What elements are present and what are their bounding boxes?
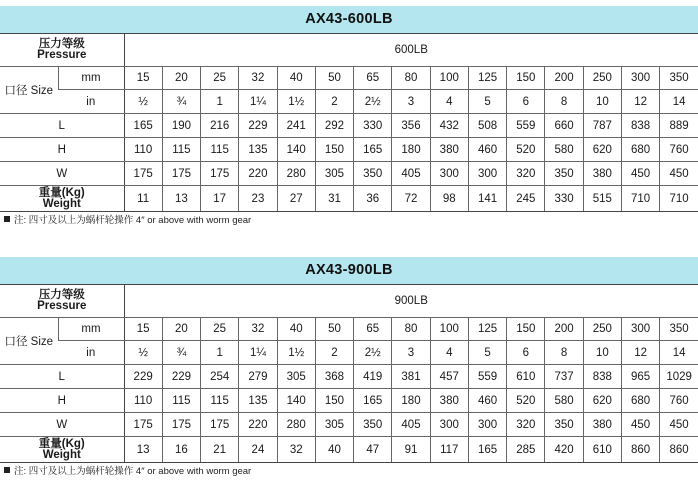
table-cell: 520 bbox=[507, 138, 545, 162]
mm-label: mm bbox=[58, 318, 124, 341]
table-cell: 200 bbox=[545, 67, 583, 90]
table-cell: 350 bbox=[545, 413, 583, 437]
table-cell: 710 bbox=[660, 186, 698, 212]
table-cell: 254 bbox=[201, 365, 239, 389]
table-cell: 305 bbox=[277, 365, 315, 389]
table-cell: 8 bbox=[545, 90, 583, 114]
table-cell: 14 bbox=[660, 90, 698, 114]
table-cell: 2½ bbox=[354, 90, 392, 114]
table-cell: 330 bbox=[354, 114, 392, 138]
table-cell: 3 bbox=[392, 90, 430, 114]
table-cell: 300 bbox=[468, 413, 506, 437]
table-cell: 141 bbox=[468, 186, 506, 212]
table-cell: 460 bbox=[468, 138, 506, 162]
table-cell: ¾ bbox=[162, 341, 200, 365]
table-cell: 610 bbox=[583, 437, 621, 463]
table-cell: 175 bbox=[201, 162, 239, 186]
table-cell: 380 bbox=[430, 389, 468, 413]
table-cell: 1029 bbox=[660, 365, 698, 389]
table-cell: 450 bbox=[621, 162, 659, 186]
table-cell: 2½ bbox=[354, 341, 392, 365]
table-cell: 80 bbox=[392, 67, 430, 90]
table-cell: 280 bbox=[277, 413, 315, 437]
table-cell: 380 bbox=[430, 138, 468, 162]
table-cell: 300 bbox=[621, 318, 659, 341]
table-cell: 1¼ bbox=[239, 341, 277, 365]
table-cell: 419 bbox=[354, 365, 392, 389]
table-cell: 36 bbox=[354, 186, 392, 212]
table-cell: 16 bbox=[162, 437, 200, 463]
weight-label: 重量(Kg) Weight bbox=[0, 437, 124, 463]
table-cell: 117 bbox=[430, 437, 468, 463]
table-cell: 300 bbox=[621, 67, 659, 90]
table-cell: 965 bbox=[621, 365, 659, 389]
table-cell: 32 bbox=[277, 437, 315, 463]
table-cell: 14 bbox=[660, 341, 698, 365]
row-label: L bbox=[0, 114, 124, 138]
table-row-l bbox=[0, 365, 698, 389]
table-cell: 229 bbox=[124, 365, 162, 389]
table-cell: 115 bbox=[162, 389, 200, 413]
table-cell: 610 bbox=[507, 365, 545, 389]
table-cell: 285 bbox=[507, 437, 545, 463]
table-cell: 520 bbox=[507, 389, 545, 413]
table-cell: 150 bbox=[315, 389, 353, 413]
table-cell: 350 bbox=[545, 162, 583, 186]
table-cell: 8 bbox=[545, 341, 583, 365]
table-cell: 450 bbox=[660, 413, 698, 437]
table-cell: 10 bbox=[583, 341, 621, 365]
spec-block-600lb bbox=[0, 6, 698, 230]
table-cell: 115 bbox=[201, 138, 239, 162]
table-cell: 380 bbox=[583, 162, 621, 186]
table-cell: 72 bbox=[392, 186, 430, 212]
table-cell: 860 bbox=[660, 437, 698, 463]
table-cell: 2 bbox=[315, 90, 353, 114]
table-cell: 305 bbox=[315, 413, 353, 437]
table-cell: 889 bbox=[660, 114, 698, 138]
table-cell: 460 bbox=[468, 389, 506, 413]
table-cell: 40 bbox=[277, 67, 315, 90]
table-cell: 165 bbox=[468, 437, 506, 463]
table-cell: 180 bbox=[392, 389, 430, 413]
table-cell: 47 bbox=[354, 437, 392, 463]
table-cell: 13 bbox=[162, 186, 200, 212]
table-cell: 175 bbox=[162, 413, 200, 437]
table-cell: 660 bbox=[545, 114, 583, 138]
table-cell: 250 bbox=[583, 318, 621, 341]
table-cell: 245 bbox=[507, 186, 545, 212]
row-label: H bbox=[0, 389, 124, 413]
table-cell: 98 bbox=[430, 186, 468, 212]
table-cell: 787 bbox=[583, 114, 621, 138]
pressure-value: 600LB bbox=[124, 34, 698, 67]
table-cell: 4 bbox=[430, 90, 468, 114]
table-cell: 175 bbox=[162, 162, 200, 186]
table-cell: 21 bbox=[201, 437, 239, 463]
table-cell: 515 bbox=[583, 186, 621, 212]
table-cell: 508 bbox=[468, 114, 506, 138]
table-row-w bbox=[0, 162, 698, 186]
table-cell: 1¼ bbox=[239, 90, 277, 114]
table-cell: 150 bbox=[315, 138, 353, 162]
row-label: W bbox=[0, 413, 124, 437]
table-cell: 381 bbox=[392, 365, 430, 389]
table-cell: 305 bbox=[315, 162, 353, 186]
spec-table bbox=[0, 284, 698, 463]
row-label: L bbox=[0, 365, 124, 389]
spec-table bbox=[0, 33, 698, 212]
table-cell: ¾ bbox=[162, 90, 200, 114]
table-cell: 5 bbox=[468, 341, 506, 365]
table-cell: 580 bbox=[545, 389, 583, 413]
table-cell: 175 bbox=[124, 162, 162, 186]
table-cell: 229 bbox=[162, 365, 200, 389]
table-cell: 175 bbox=[201, 413, 239, 437]
table-cell: ½ bbox=[124, 90, 162, 114]
table-cell: 620 bbox=[583, 138, 621, 162]
spec-block-900lb bbox=[0, 257, 698, 481]
table-cell: 125 bbox=[468, 67, 506, 90]
table-cell: 680 bbox=[621, 389, 659, 413]
table-cell: 860 bbox=[621, 437, 659, 463]
table-cell: 216 bbox=[201, 114, 239, 138]
table-cell: 838 bbox=[583, 365, 621, 389]
table-cell: 23 bbox=[239, 186, 277, 212]
table-cell: 292 bbox=[315, 114, 353, 138]
table-cell: 25 bbox=[201, 318, 239, 341]
table-cell: 4 bbox=[430, 341, 468, 365]
table-cell: 50 bbox=[315, 318, 353, 341]
table-cell: 115 bbox=[201, 389, 239, 413]
row-label: H bbox=[0, 138, 124, 162]
table-cell: 320 bbox=[507, 413, 545, 437]
table-cell: 10 bbox=[583, 90, 621, 114]
table-cell: 140 bbox=[277, 389, 315, 413]
bullet-square-icon bbox=[4, 467, 10, 473]
table-cell: 115 bbox=[162, 138, 200, 162]
size-label: 口径 Size bbox=[0, 318, 58, 365]
table-cell: 17 bbox=[201, 186, 239, 212]
table-title: AX43-900LB bbox=[0, 257, 698, 284]
table-cell: 6 bbox=[507, 90, 545, 114]
table-cell: 710 bbox=[621, 186, 659, 212]
table-cell: 13 bbox=[124, 437, 162, 463]
table-row-h bbox=[0, 389, 698, 413]
table-cell: 350 bbox=[354, 162, 392, 186]
table-cell: 180 bbox=[392, 138, 430, 162]
table-cell: 220 bbox=[239, 413, 277, 437]
table-cell: 280 bbox=[277, 162, 315, 186]
table-cell: 165 bbox=[354, 138, 392, 162]
pressure-label: 压力等级 Pressure bbox=[0, 34, 124, 67]
table-cell: 350 bbox=[660, 318, 698, 341]
table-cell: 100 bbox=[430, 67, 468, 90]
table-cell: 368 bbox=[315, 365, 353, 389]
table-cell: 40 bbox=[315, 437, 353, 463]
table-cell: 405 bbox=[392, 413, 430, 437]
table-cell: 190 bbox=[162, 114, 200, 138]
table-cell: 405 bbox=[392, 162, 430, 186]
table-cell: 330 bbox=[545, 186, 583, 212]
table-cell: 150 bbox=[507, 318, 545, 341]
table-cell: 580 bbox=[545, 138, 583, 162]
table-cell: 220 bbox=[239, 162, 277, 186]
table-cell: 165 bbox=[354, 389, 392, 413]
table-cell: 31 bbox=[315, 186, 353, 212]
table-cell: 12 bbox=[621, 341, 659, 365]
table-cell: 32 bbox=[239, 67, 277, 90]
footnote: 注: 四寸及以上为蜗杆轮操作 4″ or above with worm gear bbox=[0, 212, 698, 230]
table-cell: 3 bbox=[392, 341, 430, 365]
table-cell: 50 bbox=[315, 67, 353, 90]
table-cell: 110 bbox=[124, 389, 162, 413]
table-cell: 241 bbox=[277, 114, 315, 138]
table-cell: 1 bbox=[201, 341, 239, 365]
table-cell: 457 bbox=[430, 365, 468, 389]
table-cell: 150 bbox=[507, 67, 545, 90]
pressure-label: 压力等级 Pressure bbox=[0, 285, 124, 318]
table-cell: 356 bbox=[392, 114, 430, 138]
table-cell: 25 bbox=[201, 67, 239, 90]
table-cell: 350 bbox=[660, 67, 698, 90]
table-cell: 320 bbox=[507, 162, 545, 186]
table-cell: 140 bbox=[277, 138, 315, 162]
table-cell: 15 bbox=[124, 318, 162, 341]
table-cell: 760 bbox=[660, 389, 698, 413]
table-cell: 450 bbox=[660, 162, 698, 186]
size-label: 口径 Size bbox=[0, 67, 58, 114]
table-cell: 300 bbox=[430, 162, 468, 186]
table-row-h bbox=[0, 138, 698, 162]
footnote: 注: 四寸及以上为蜗杆轮操作 4″ or above with worm gear bbox=[0, 463, 698, 481]
table-cell: 559 bbox=[468, 365, 506, 389]
table-cell: 11 bbox=[124, 186, 162, 212]
table-cell: 760 bbox=[660, 138, 698, 162]
table-cell: 12 bbox=[621, 90, 659, 114]
table-cell: 135 bbox=[239, 389, 277, 413]
table-cell: 91 bbox=[392, 437, 430, 463]
table-cell: 100 bbox=[430, 318, 468, 341]
table-cell: 1½ bbox=[277, 341, 315, 365]
table-cell: 200 bbox=[545, 318, 583, 341]
table-cell: 20 bbox=[162, 318, 200, 341]
table-cell: 65 bbox=[354, 318, 392, 341]
table-cell: 65 bbox=[354, 67, 392, 90]
table-cell: 80 bbox=[392, 318, 430, 341]
table-cell: 380 bbox=[583, 413, 621, 437]
table-cell: 165 bbox=[124, 114, 162, 138]
mm-label: mm bbox=[58, 67, 124, 90]
table-cell: 6 bbox=[507, 341, 545, 365]
in-label: in bbox=[58, 341, 124, 365]
table-cell: 229 bbox=[239, 114, 277, 138]
table-cell: 432 bbox=[430, 114, 468, 138]
table-cell: 300 bbox=[430, 413, 468, 437]
table-cell: 20 bbox=[162, 67, 200, 90]
table-cell: 2 bbox=[315, 341, 353, 365]
table-title: AX43-600LB bbox=[0, 6, 698, 33]
table-row-w bbox=[0, 413, 698, 437]
table-row-l bbox=[0, 114, 698, 138]
table-row-weight bbox=[0, 186, 698, 212]
table-cell: 620 bbox=[583, 389, 621, 413]
table-cell: 250 bbox=[583, 67, 621, 90]
table-cell: 1½ bbox=[277, 90, 315, 114]
table-cell: 15 bbox=[124, 67, 162, 90]
table-cell: 838 bbox=[621, 114, 659, 138]
table-cell: 420 bbox=[545, 437, 583, 463]
table-cell: 450 bbox=[621, 413, 659, 437]
weight-label: 重量(Kg) Weight bbox=[0, 186, 124, 212]
table-cell: 110 bbox=[124, 138, 162, 162]
table-cell: 350 bbox=[354, 413, 392, 437]
table-cell: 5 bbox=[468, 90, 506, 114]
table-cell: ½ bbox=[124, 341, 162, 365]
pressure-value: 900LB bbox=[124, 285, 698, 318]
table-cell: 737 bbox=[545, 365, 583, 389]
table-cell: 125 bbox=[468, 318, 506, 341]
table-cell: 279 bbox=[239, 365, 277, 389]
table-cell: 1 bbox=[201, 90, 239, 114]
table-cell: 300 bbox=[468, 162, 506, 186]
table-cell: 24 bbox=[239, 437, 277, 463]
table-cell: 32 bbox=[239, 318, 277, 341]
row-label: W bbox=[0, 162, 124, 186]
table-row-weight bbox=[0, 437, 698, 463]
table-cell: 135 bbox=[239, 138, 277, 162]
table-cell: 559 bbox=[507, 114, 545, 138]
table-cell: 27 bbox=[277, 186, 315, 212]
table-cell: 40 bbox=[277, 318, 315, 341]
table-cell: 175 bbox=[124, 413, 162, 437]
bullet-square-icon bbox=[4, 216, 10, 222]
in-label: in bbox=[58, 90, 124, 114]
table-cell: 680 bbox=[621, 138, 659, 162]
